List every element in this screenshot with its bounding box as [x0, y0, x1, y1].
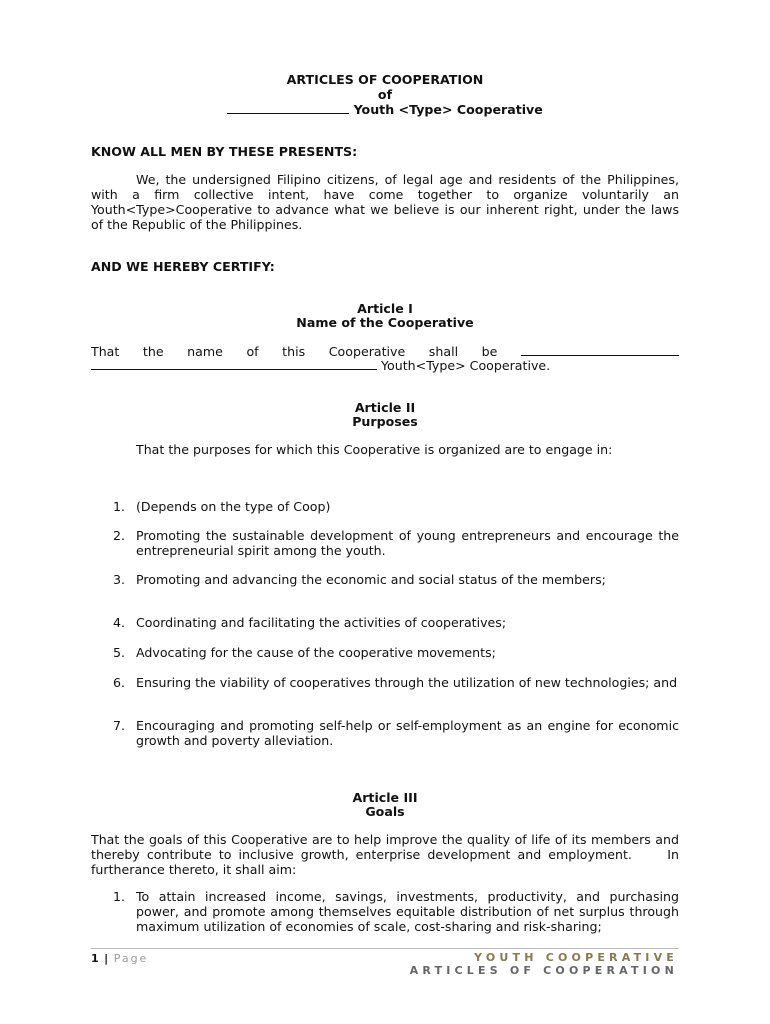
document-page: ARTICLES OF COOPERATION of Youth <Type> Cooperative KNOW ALL MEN BY THESE PRESENTS: We, the undersigned Filipino citizens, of legal age and residents of the Philippines, with a firm collective intent, have come together to organize voluntarily an Youth<Type>Cooperative to advance what we believe is our inherent right, under the laws of the Republic of the Philippines. AND WE HEREBY CERTIFY: Article I Name of the Cooperative That the name of this Cooperative shall be Youth<Type> Cooperative. Article II Purposes That the purposes for which this Cooperative is organized are to engage in: 1. (Depends on the type of Coop) 2. Promoting the sustainable development of young entrepreneurs and encourage the entrepreneurial spirit among the youth. 3. Promoting and advancing the economic and social status of the members; 4. Coordinating and facilitating the activities of cooperatives; 5. Advocating for the cause of the cooperative movements; 6. Ensuring the viability of cooperatives through the utilization of new technologies; and 7. Encouraging and promoting self-help or self-employment as an engine for economic growth and poverty alleviation. Article III Goals That the goals of this Cooperative are to help improve the quality of life of its members and thereby contribute to inclusive growth, enterprise development and employment. In furtherance thereto, it shall aim: 1. To attain increased income, savings, investments, productivity, and purchasing power, and promote among themselves equitable distribution of net surplus through maximum utilization of economies of scale, cost-sharing and risk-sharing; — [91, 72, 684, 934]
footer-document-label — [410, 951, 678, 977]
cooperative-name-blank — [227, 101, 349, 114]
page-number: 1 — [91, 952, 100, 965]
document-subtitle — [91, 101, 679, 117]
article-1-text-end: Youth<Type> Cooperative. — [381, 358, 551, 373]
article-3-heading: Article III — [352, 790, 418, 805]
article-2-intro: That the purposes for which this Cooperative is organized are to engage in: — [136, 442, 613, 457]
page-label: Page — [113, 952, 149, 965]
footer-divider — [91, 948, 679, 949]
footer-page-number — [91, 951, 148, 966]
article-3-intro: That the goals of this Cooperative are to help improve the quality of life of its members and thereby contribute to inclusive growth, enterprise development and employment. In furtherance thereto, it shall aim: — [91, 832, 684, 877]
article-2-heading: Article II — [354, 400, 416, 415]
certify-heading: AND WE HEREBY CERTIFY: — [91, 259, 275, 274]
article-2-title: Purposes — [352, 414, 418, 429]
page-separator: | — [104, 952, 110, 965]
document-subtitle-text: Youth <Type> Cooperative — [353, 102, 543, 117]
footer-line-1: YOUTH COOPERATIVE — [474, 951, 678, 964]
intro-paragraph: We, the undersigned Filipino citizens, of legal age and residents of the Philippines, with a firm collective intent, have come together to organize voluntarily an Youth<Type>Cooperative to advance what we believe is our inherent right, under the laws of the Republic of the Philippines. — [91, 172, 679, 232]
cooperative-name-blank-line-1 — [521, 343, 679, 356]
footer-line-2: ARTICLES OF COOPERATION — [409, 964, 678, 977]
article-1-line-2 — [91, 357, 679, 373]
know-all-men-heading: KNOW ALL MEN BY THESE PRESENTS: — [91, 144, 358, 159]
document-title-of: of — [377, 87, 393, 102]
cooperative-name-blank-line-2 — [91, 357, 377, 370]
article-1-text-start: That the name of this Cooperative shall be — [91, 344, 498, 359]
article-3-title: Goals — [365, 804, 405, 819]
document-title: ARTICLES OF COOPERATION — [286, 72, 484, 87]
article-1-title: Name of the Cooperative — [296, 315, 474, 330]
article-1-heading: Article I — [357, 301, 413, 316]
